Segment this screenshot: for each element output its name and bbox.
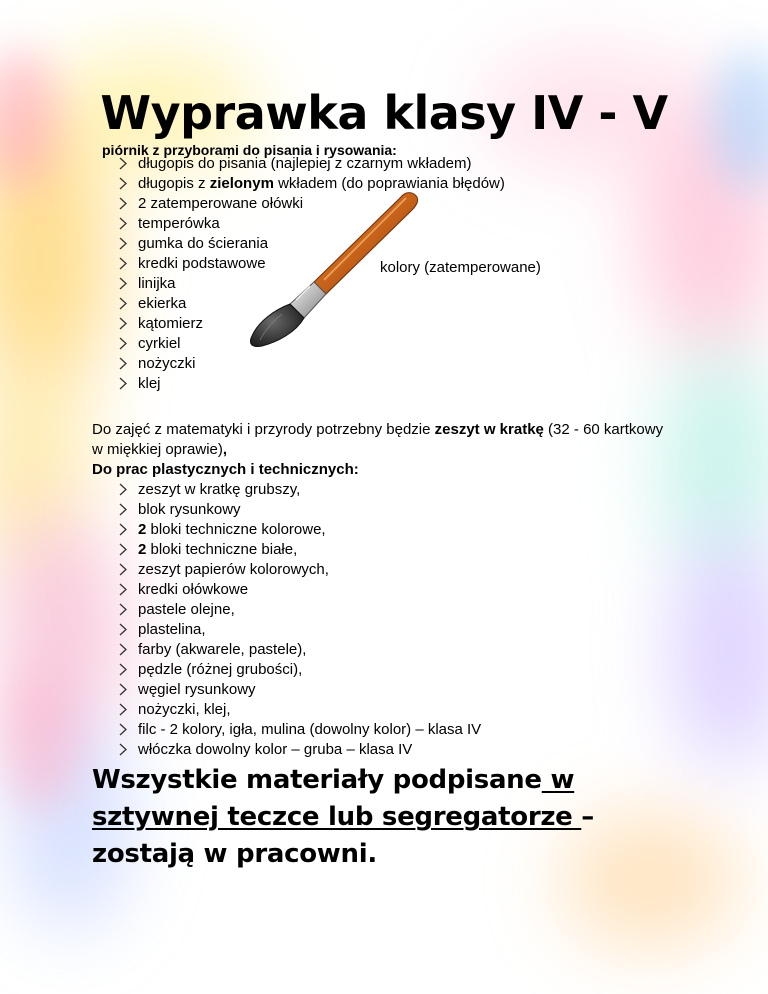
chevron-right-icon <box>119 683 127 696</box>
list-item: filc - 2 kolory, igła, mulina (dowolny kolor) – klasa IV <box>116 720 481 740</box>
list-item: nożyczki <box>116 354 505 374</box>
list-item: cyrkiel <box>116 334 505 354</box>
chevron-right-icon <box>119 563 127 576</box>
chevron-right-icon <box>119 317 127 330</box>
chevron-right-icon <box>119 743 127 756</box>
list-item: kredki podstawowe <box>116 254 505 274</box>
list-item: długopis z zielonym wkładem (do poprawiania błędów) <box>116 174 505 194</box>
crayons-note: kolory (zatemperowane) <box>380 259 541 276</box>
list-item: ekierka <box>116 294 505 314</box>
list-item: blok rysunkowy <box>116 500 481 520</box>
list-item: pędzle (różnej grubości), <box>116 660 481 680</box>
section-heading-pencil-case: piórnik z przyborami do pisania i rysowania: <box>102 142 397 158</box>
list-item: włóczka dowolny kolor – gruba – klasa IV <box>116 740 481 760</box>
chevron-right-icon <box>119 237 127 250</box>
footer-note: Wszystkie materiały podpisane w sztywnej teczce lub segregatorze – zostają w pracowni. <box>92 765 594 869</box>
chevron-right-icon <box>119 277 127 290</box>
list-item: zeszyt w kratkę grubszy, <box>116 480 481 500</box>
chevron-right-icon <box>119 483 127 496</box>
list-item: zeszyt papierów kolorowych, <box>116 560 481 580</box>
list-item: temperówka <box>116 214 505 234</box>
chevron-right-icon <box>119 197 127 210</box>
list-item: 2 bloki techniczne kolorowe, <box>116 520 481 540</box>
math-science-note: Do zajęć z matematyki i przyrody potrzebny będzie zeszyt w kratkę (32 - 60 kartkowy w miękkiej oprawie), <box>92 421 664 458</box>
art-supplies-list <box>116 480 481 760</box>
chevron-right-icon <box>119 357 127 370</box>
list-item: węgiel rysunkowy <box>116 680 481 700</box>
page-title: Wyprawka klasy IV - V <box>100 86 668 140</box>
chevron-right-icon <box>119 177 127 190</box>
list-item: kątomierz <box>116 314 505 334</box>
section-heading-art: Do prac plastycznych i technicznych: <box>92 461 359 478</box>
chevron-right-icon <box>119 603 127 616</box>
list-item: pastele olejne, <box>116 600 481 620</box>
list-item: linijka <box>116 274 505 294</box>
chevron-right-icon <box>119 337 127 350</box>
chevron-right-icon <box>119 723 127 736</box>
list-item: długopis do pisania (najlepiej z czarnym wkładem) <box>116 154 505 174</box>
list-item: plastelina, <box>116 620 481 640</box>
list-item: farby (akwarele, pastele), <box>116 640 481 660</box>
chevron-right-icon <box>119 297 127 310</box>
chevron-right-icon <box>119 663 127 676</box>
chevron-right-icon <box>119 623 127 636</box>
chevron-right-icon <box>119 503 127 516</box>
chevron-right-icon <box>119 257 127 270</box>
list-item: nożyczki, klej, <box>116 700 481 720</box>
chevron-right-icon <box>119 543 127 556</box>
chevron-right-icon <box>119 703 127 716</box>
list-item: 2 zatemperowane ołówki <box>116 194 505 214</box>
chevron-right-icon <box>119 523 127 536</box>
list-item: gumka do ścierania <box>116 234 505 254</box>
chevron-right-icon <box>119 377 127 390</box>
list-item: 2 bloki techniczne białe, <box>116 540 481 560</box>
list-item: kredki ołówkowe <box>116 580 481 600</box>
chevron-right-icon <box>119 583 127 596</box>
list-item: klej <box>116 374 505 394</box>
chevron-right-icon <box>119 217 127 230</box>
chevron-right-icon <box>119 643 127 656</box>
chevron-right-icon <box>119 157 127 170</box>
